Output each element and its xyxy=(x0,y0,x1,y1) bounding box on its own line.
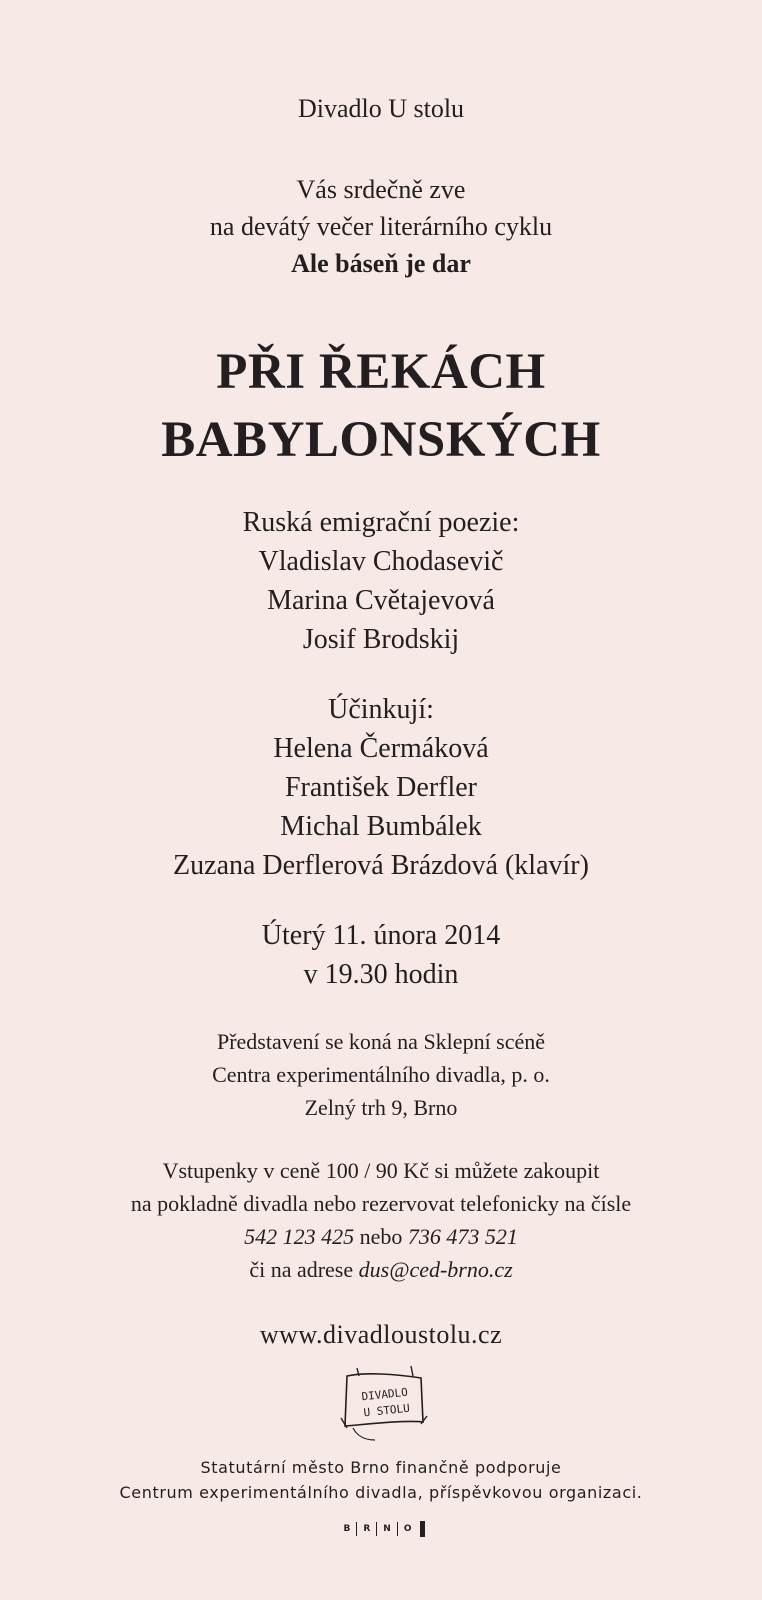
performer-name: Helena Čermáková xyxy=(273,733,489,764)
invitation-line-2: na devátý večer literárního cyklu xyxy=(209,212,553,241)
support-line-1: Statutární město Brno finančně podporuje xyxy=(200,1458,562,1477)
brno-letter: O xyxy=(403,1524,412,1534)
event-title-line-2: BABYLONSKÝCH xyxy=(161,412,601,468)
theatre-logo xyxy=(335,1362,435,1444)
cast-heading: Účinkují: xyxy=(328,694,434,725)
program-block xyxy=(0,503,762,659)
poet-name: Marina Cvětajevová xyxy=(267,585,495,616)
event-title xyxy=(0,338,762,474)
address-prefix: či na adrese xyxy=(249,1257,354,1282)
email-link[interactable]: dus@ced-brno.cz xyxy=(358,1257,513,1282)
event-time: v 19.30 hodin xyxy=(303,959,459,990)
website xyxy=(0,1318,762,1352)
date-time-block xyxy=(0,916,762,994)
brno-city-logo xyxy=(0,1521,762,1537)
invitation-line-1: Vás srdečně zve xyxy=(296,175,466,204)
support-line-2: Centrum experimentálního divadla, příspěvkovou organizaci. xyxy=(119,1483,643,1502)
event-date: Úterý 11. února 2014 xyxy=(261,920,501,951)
program-heading: Ruská emigrační poezie: xyxy=(242,507,520,538)
brno-letter: N xyxy=(383,1524,391,1534)
poet-name: Vladislav Chodasevič xyxy=(258,546,504,577)
event-title-line-1: PŘI ŘEKÁCH xyxy=(216,344,546,400)
venue-address: Zelný trh 9, Brno xyxy=(304,1095,458,1120)
tickets-line-2: na pokladně divadla nebo rezervovat telefonicky na čísle xyxy=(130,1191,632,1216)
venue-line-2: Centra experimentálního divadla, p. o. xyxy=(212,1062,550,1087)
website-link[interactable]: www.divadloustolu.cz xyxy=(259,1320,503,1349)
email-line xyxy=(0,1253,762,1286)
theatre-name-text: Divadlo U stolu xyxy=(297,94,465,123)
cast-block xyxy=(0,690,762,885)
cycle-name: Ale báseň je dar xyxy=(291,249,471,278)
or-word: nebo xyxy=(359,1224,403,1249)
venue-line-1: Představení se koná na Sklepní scéně xyxy=(216,1029,546,1054)
support-block xyxy=(0,1455,762,1505)
brno-letter: B xyxy=(343,1524,351,1534)
performer-name: František Derfler xyxy=(284,772,478,803)
tickets-line-1: Vstupenky v ceně 100 / 90 Kč si můžete zakoupit xyxy=(162,1158,600,1183)
theatre-name xyxy=(0,93,762,125)
poet-name: Josif Brodskij xyxy=(302,624,460,655)
tickets-block xyxy=(0,1154,762,1286)
brno-end-bar xyxy=(420,1521,425,1537)
phone-number-2[interactable]: 736 473 521 xyxy=(407,1224,518,1249)
logo-text-line-1: DIVADLO xyxy=(360,1385,409,1404)
logo-text-line-2: U STOLU xyxy=(362,1401,411,1420)
phone-number-1[interactable]: 542 123 425 xyxy=(244,1224,355,1249)
venue-block xyxy=(0,1025,762,1124)
invitation-block xyxy=(0,171,762,282)
brno-letter: R xyxy=(363,1524,371,1534)
phone-line xyxy=(0,1220,762,1253)
performer-name: Michal Bumbálek xyxy=(280,811,482,842)
logo-curl xyxy=(353,1428,375,1440)
performer-name: Zuzana Derflerová Brázdová (klavír) xyxy=(173,850,589,881)
